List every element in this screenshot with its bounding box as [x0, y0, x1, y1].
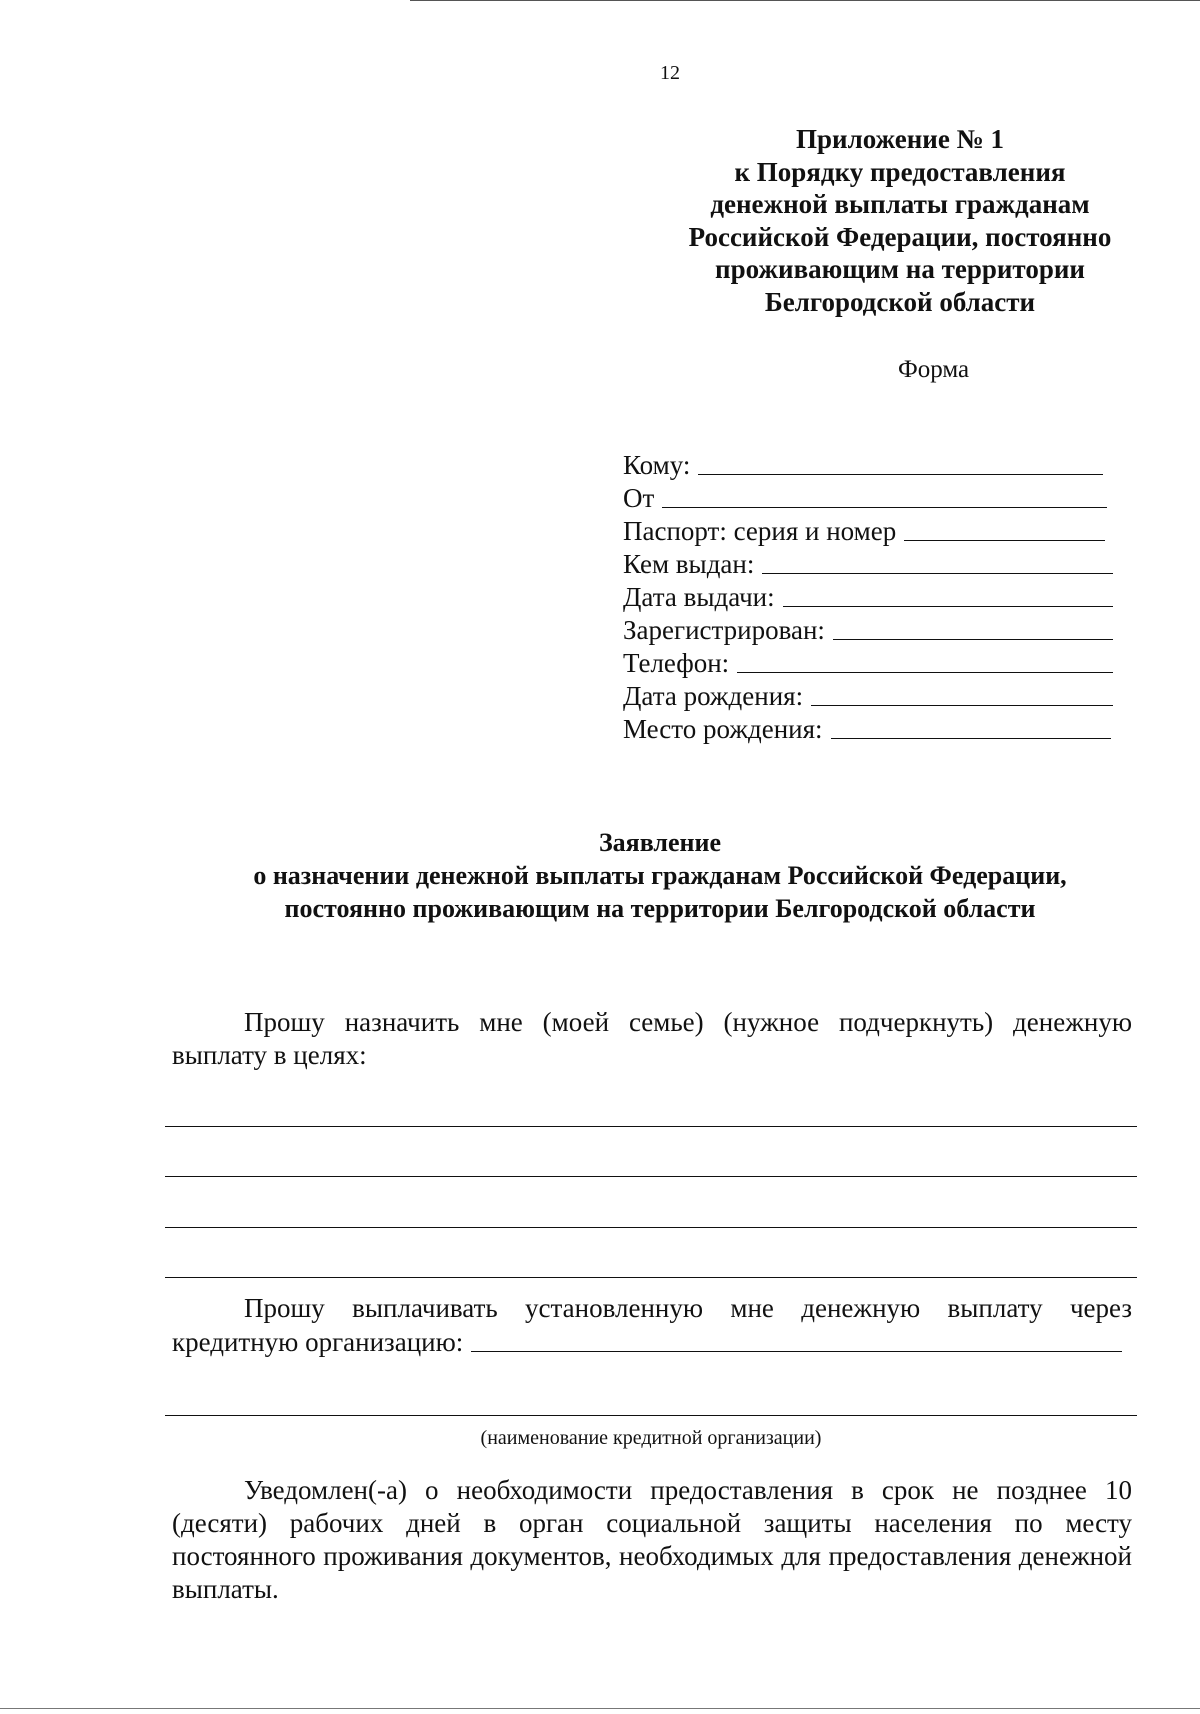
appendix-line: к Порядку предоставления [734, 156, 1066, 187]
scan-edge-bottom [0, 1708, 1200, 1709]
field-label: Зарегистрирован: [623, 615, 825, 645]
credit-org-blank-line[interactable] [471, 1351, 1122, 1352]
statement-subtitle-line: о назначении денежной выплаты гражданам Российской Федерации, [253, 861, 1067, 890]
field-label: Кем выдан: [623, 549, 755, 579]
field-blank-line[interactable] [833, 638, 1113, 640]
credit-org-row[interactable] [172, 1325, 1122, 1358]
field-blank-line[interactable] [811, 704, 1113, 706]
field-to[interactable] [623, 448, 1113, 481]
statement-subtitle-line: постоянно проживающим на территории Белгородской области [284, 894, 1036, 923]
form-label: Форма [898, 356, 970, 383]
field-blank-line[interactable] [662, 506, 1107, 508]
appendix-line: Российской Федерации, постоянно [688, 221, 1112, 252]
field-label: Место рождения: [623, 714, 823, 744]
field-birth-place[interactable] [623, 712, 1113, 745]
purpose-blank-line[interactable] [165, 1227, 1137, 1228]
field-label: Дата рождения: [623, 681, 804, 711]
appendix-line: Приложение № 1 [796, 124, 1004, 154]
field-blank-line[interactable] [737, 671, 1113, 673]
field-blank-line[interactable] [783, 605, 1113, 607]
credit-org-label: кредитную организацию: [172, 1327, 464, 1357]
appendix-line: Белгородской области [764, 286, 1036, 317]
page-number: 12 [660, 62, 680, 84]
scan-edge-top [410, 0, 1200, 1]
field-label: Телефон: [623, 648, 730, 678]
field-phone[interactable] [623, 646, 1113, 679]
field-blank-line[interactable] [698, 473, 1103, 475]
field-issued-by[interactable] [623, 547, 1113, 580]
appendix-line: денежной выплаты гражданам [710, 189, 1090, 219]
field-birth-date[interactable] [623, 679, 1113, 712]
applicant-fields [623, 448, 1113, 745]
field-label: Паспорт: серия и номер [623, 516, 897, 546]
field-label: Дата выдачи: [623, 582, 775, 612]
field-blank-line[interactable] [831, 737, 1111, 739]
field-from[interactable] [623, 481, 1113, 514]
statement-heading: Заявление [598, 828, 722, 857]
purpose-blank-line[interactable] [165, 1176, 1137, 1177]
field-label: Кому: [623, 450, 691, 480]
payment-paragraph: Прошу выплачивать установленную мне денежную выплату через [244, 1293, 1132, 1323]
statement-title [165, 826, 1155, 925]
request-paragraph: Прошу назначить мне (моей семье) (нужное подчеркнуть) денежную выплату в целях: [172, 1007, 1132, 1070]
field-blank-line[interactable] [904, 539, 1105, 541]
appendix-heading [620, 123, 1180, 318]
appendix-line: проживающим на территории [715, 254, 1085, 284]
field-registered[interactable] [623, 613, 1113, 646]
field-passport[interactable] [623, 514, 1113, 547]
purpose-blank-line[interactable] [165, 1277, 1137, 1278]
field-label: От [623, 483, 655, 513]
credit-org-caption: (наименование кредитной организации) [480, 1427, 822, 1449]
field-blank-line[interactable] [762, 572, 1113, 574]
field-issue-date[interactable] [623, 580, 1113, 613]
purpose-blank-line[interactable] [165, 1126, 1137, 1127]
notice-paragraph: Уведомлен(-а) о необходимости предоставления в срок не позднее 10 (десяти) рабочих дней в орган социальной защиты населения по месту постоянного проживания документов, необходимых для предоставления денежной выплаты. [172, 1475, 1132, 1604]
credit-org-name-line[interactable] [165, 1415, 1137, 1416]
